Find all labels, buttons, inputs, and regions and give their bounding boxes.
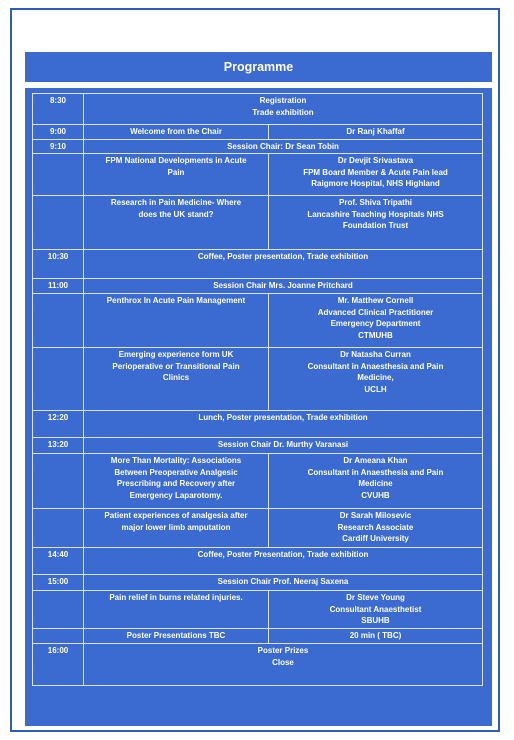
row-time: 13:20 — [33, 438, 84, 454]
row-time — [33, 154, 84, 196]
row-speaker: Dr Ameana Khan Consultant in Anaesthesia and Pain Medicine CVUHB — [269, 454, 483, 509]
row-time — [33, 348, 84, 411]
row-time — [33, 294, 84, 348]
row-event: Session Chair: Dr Sean Tobin — [84, 139, 483, 154]
row-talk-title: Welcome from the Chair — [84, 125, 269, 140]
row-time: 14:40 — [33, 548, 84, 575]
programme-row — [33, 643, 483, 685]
row-talk-title: Pain relief in burns related injuries. — [84, 591, 269, 629]
row-time: 10:30 — [33, 250, 84, 279]
row-time: 9:00 — [33, 125, 84, 140]
row-time: 12:20 — [33, 411, 84, 438]
programme-row — [33, 454, 483, 509]
programme-row — [33, 575, 483, 591]
row-time — [33, 454, 84, 509]
row-time — [33, 591, 84, 629]
programme-row — [33, 591, 483, 629]
row-event: Registration Trade exhibition — [84, 94, 483, 125]
row-speaker: Dr Steve Young Consultant Anaesthetist SBUHB — [269, 591, 483, 629]
row-event: Session Chair Prof. Neeraj Saxena — [84, 575, 483, 591]
row-time: 11:00 — [33, 279, 84, 294]
programme-row — [33, 548, 483, 575]
programme-row — [33, 279, 483, 294]
row-time — [33, 628, 84, 643]
programme-row — [33, 125, 483, 140]
programme-row — [33, 139, 483, 154]
row-talk-title: FPM National Developments in Acute Pain — [84, 154, 269, 196]
programme-row — [33, 509, 483, 548]
row-talk-title: Emerging experience form UK Perioperative or Transitional Pain Clinics — [84, 348, 269, 411]
row-talk-title: Patient experiences of analgesia after major lower limb amputation — [84, 509, 269, 548]
row-speaker: Mr. Matthew Cornell Advanced Clinical Practitioner Emergency Department CTMUHB — [269, 294, 483, 348]
programme-row — [33, 294, 483, 348]
programme-row — [33, 196, 483, 250]
programme-row — [33, 348, 483, 411]
row-speaker: Dr Sarah Milosevic Research Associate Cardiff University — [269, 509, 483, 548]
programme-row — [33, 628, 483, 643]
row-event: Coffee, Poster Presentation, Trade exhibition — [84, 548, 483, 575]
programme-title: Programme — [25, 52, 492, 82]
row-speaker: Dr Ranj Khaffaf — [269, 125, 483, 140]
row-time — [33, 509, 84, 548]
row-speaker: Prof. Shiva Tripathi Lancashire Teaching Hospitals NHS Foundation Trust — [269, 196, 483, 250]
programme-row — [33, 154, 483, 196]
row-event: Session Chair Mrs. Joanne Pritchard — [84, 279, 483, 294]
row-time: 8:30 — [33, 94, 84, 125]
row-time — [33, 196, 84, 250]
row-speaker: 20 min ( TBC) — [269, 628, 483, 643]
programme-row — [33, 94, 483, 125]
row-time: 16:00 — [33, 643, 84, 685]
row-talk-title: Poster Presentations TBC — [84, 628, 269, 643]
programme-row — [33, 411, 483, 438]
row-event: Poster Prizes Close — [84, 643, 483, 685]
row-event: Coffee, Poster presentation, Trade exhibition — [84, 250, 483, 279]
row-event: Lunch, Poster presentation, Trade exhibition — [84, 411, 483, 438]
row-speaker: Dr Devjit Srivastava FPM Board Member & Acute Pain lead Raigmore Hospital, NHS Highland — [269, 154, 483, 196]
row-time: 15:00 — [33, 575, 84, 591]
programme-table — [32, 93, 483, 686]
row-talk-title: Research in Pain Medicine- Where does the UK stand? — [84, 196, 269, 250]
programme-row — [33, 438, 483, 454]
row-talk-title: More Than Mortality: Associations Between Preoperative Analgesic Prescribing and Recovery after Emergency Laparotomy. — [84, 454, 269, 509]
programme-row — [33, 250, 483, 279]
row-talk-title: Penthrox In Acute Pain Management — [84, 294, 269, 348]
row-event: Session Chair Dr. Murthy Varanasi — [84, 438, 483, 454]
row-speaker: Dr Natasha Curran Consultant in Anaesthesia and Pain Medicine, UCLH — [269, 348, 483, 411]
row-time: 9:10 — [33, 139, 84, 154]
